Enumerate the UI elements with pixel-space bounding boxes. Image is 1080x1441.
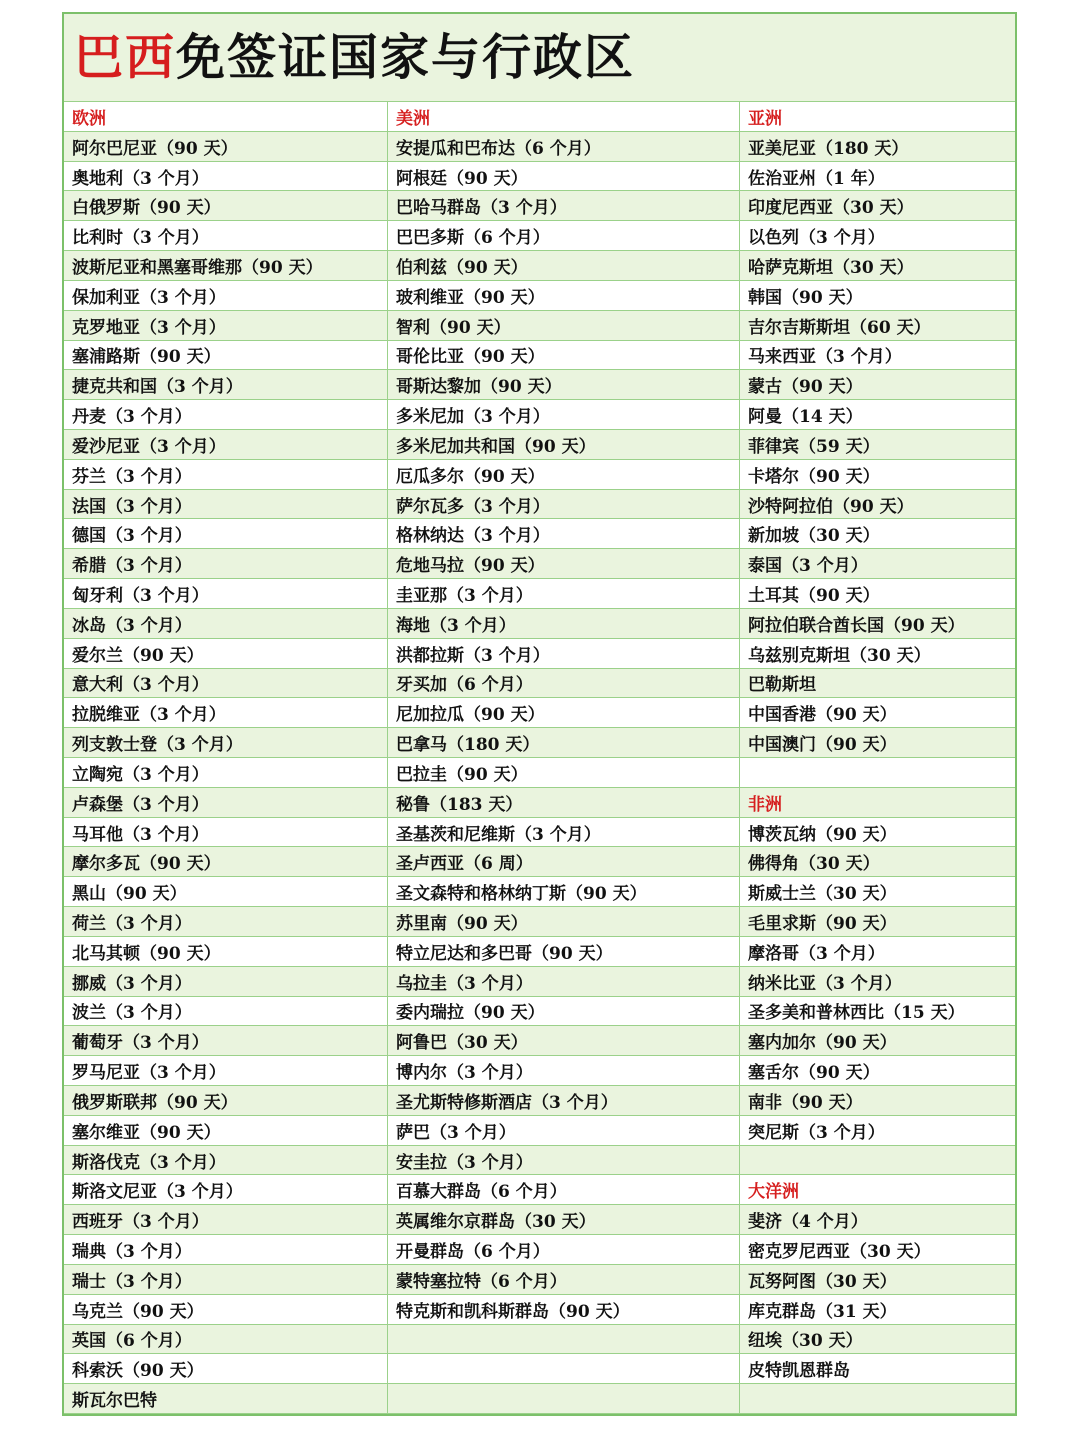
country-cell: 库克群岛（31 天）: [739, 1295, 1015, 1324]
country-cell: 圣卢西亚（6 周）: [387, 847, 739, 876]
page-title-rest: 免签证国家与行政区: [176, 29, 636, 86]
page-title-accent: 巴西: [74, 29, 177, 86]
country-cell: 阿尔巴尼亚（90 天）: [72, 138, 238, 159]
country-cell: 蒙古（90 天）: [739, 370, 1015, 399]
country-cell: 列支敦士登（3 个月）: [72, 735, 243, 756]
country-cell: 牙买加（6 个月）: [387, 669, 739, 698]
country-cell: 乌克兰（90 天）: [72, 1301, 204, 1322]
country-cell: 俄罗斯联邦（90 天）: [72, 1092, 238, 1113]
table-row: [64, 221, 1015, 251]
table-row: [64, 162, 1015, 192]
country-cell: 葡萄牙（3 个月）: [72, 1033, 209, 1054]
country-cell: 毛里求斯（90 天）: [739, 907, 1015, 936]
table-row: [64, 341, 1015, 371]
country-cell: 爱沙尼亚（3 个月）: [72, 436, 226, 457]
country-cell: 荷兰（3 个月）: [72, 913, 192, 934]
country-cell: 芬兰（3 个月）: [72, 466, 192, 487]
table-row: [64, 967, 1015, 997]
country-cell: 危地马拉（90 天）: [387, 549, 739, 578]
country-cell: 秘鲁（183 天）: [387, 788, 739, 817]
table-row: [64, 102, 1015, 132]
country-cell: [387, 1384, 739, 1413]
table-row: [64, 818, 1015, 848]
region-header: 美洲: [387, 102, 739, 131]
country-cell: 巴勒斯坦: [739, 669, 1015, 698]
table-row: [64, 281, 1015, 311]
table-row: [64, 1235, 1015, 1265]
region-header: 亚洲: [739, 102, 1015, 131]
country-cell: 哥伦比亚（90 天）: [387, 341, 739, 370]
country-cell: 圭亚那（3 个月）: [387, 579, 739, 608]
country-cell: 英国（6 个月）: [72, 1331, 192, 1352]
table-row: [64, 1384, 1015, 1414]
country-cell: 格林纳达（3 个月）: [387, 519, 739, 548]
table-row: [64, 311, 1015, 341]
table-row: [64, 1056, 1015, 1086]
country-cell: 挪威（3 个月）: [72, 973, 192, 994]
country-cell: 圣尤斯特修斯酒店（3 个月）: [387, 1086, 739, 1115]
country-cell: 巴巴多斯（6 个月）: [387, 221, 739, 250]
country-cell: [387, 1325, 739, 1354]
table-row: [64, 1325, 1015, 1355]
country-cell: 瑞士（3 个月）: [72, 1271, 192, 1292]
country-cell: 罗马尼亚（3 个月）: [72, 1063, 226, 1084]
table-row: [64, 669, 1015, 699]
table-row: [64, 758, 1015, 788]
table-row: [64, 698, 1015, 728]
country-cell: 塞浦路斯（90 天）: [72, 347, 221, 368]
country-cell: 沙特阿拉伯（90 天）: [739, 490, 1015, 519]
country-cell: 圣文森特和格林纳丁斯（90 天）: [387, 877, 739, 906]
country-cell: 北马其顿（90 天）: [72, 943, 221, 964]
country-cell: 纳米比亚（3 个月）: [739, 967, 1015, 996]
country-cell: 黑山（90 天）: [72, 884, 187, 905]
country-cell: 塞尔维亚（90 天）: [72, 1122, 221, 1143]
table-row: [64, 1175, 1015, 1205]
country-cell: 捷克共和国（3 个月）: [72, 377, 243, 398]
country-cell: 蒙特塞拉特（6 个月）: [387, 1265, 739, 1294]
country-cell: 马来西亚（3 个月）: [739, 341, 1015, 370]
table-row: [64, 788, 1015, 818]
country-cell: 西班牙（3 个月）: [72, 1212, 209, 1233]
region-header: 欧洲: [72, 108, 106, 129]
country-cell: 哥斯达黎加（90 天）: [387, 370, 739, 399]
country-cell: 阿曼（14 天）: [739, 400, 1015, 429]
country-cell: 安提瓜和巴布达（6 个月）: [387, 132, 739, 161]
table-row: [64, 460, 1015, 490]
country-cell: 乌兹别克斯坦（30 天）: [739, 639, 1015, 668]
country-cell: 瓦努阿图（30 天）: [739, 1265, 1015, 1294]
country-cell: 拉脱维亚（3 个月）: [72, 705, 226, 726]
table-row: [64, 490, 1015, 520]
country-cell: 奥地利（3 个月）: [72, 168, 209, 189]
country-cell: 斐济（4 个月）: [739, 1205, 1015, 1234]
country-cell: 海地（3 个月）: [387, 609, 739, 638]
country-cell: 开曼群岛（6 个月）: [387, 1235, 739, 1264]
country-cell: 摩尔多瓦（90 天）: [72, 854, 221, 875]
country-cell: 博内尔（3 个月）: [387, 1056, 739, 1085]
country-cell: 哈萨克斯坦（30 天）: [739, 251, 1015, 280]
country-cell: 爱尔兰（90 天）: [72, 645, 204, 666]
country-cell: 阿鲁巴（30 天）: [387, 1026, 739, 1055]
country-cell: 土耳其（90 天）: [739, 579, 1015, 608]
table-row: [64, 1116, 1015, 1146]
country-cell: 智利（90 天）: [387, 311, 739, 340]
country-cell: 以色列（3 个月）: [739, 221, 1015, 250]
country-cell: 纽埃（30 天）: [739, 1325, 1015, 1354]
table-row: [64, 579, 1015, 609]
country-cell: 巴拉圭（90 天）: [387, 758, 739, 787]
country-cell: 百慕大群岛（6 个月）: [387, 1175, 739, 1204]
country-cell: 斯威士兰（30 天）: [739, 877, 1015, 906]
title-bar: [64, 14, 1015, 102]
table-row: [64, 877, 1015, 907]
country-cell: 尼加拉瓜（90 天）: [387, 698, 739, 727]
visa-free-table-sheet: [62, 12, 1017, 1416]
country-cell: 特克斯和凯科斯群岛（90 天）: [387, 1295, 739, 1324]
country-cell: 科索沃（90 天）: [72, 1361, 204, 1382]
country-cell: 巴拿马（180 天）: [387, 728, 739, 757]
country-cell: [739, 758, 1015, 787]
table-row: [64, 132, 1015, 162]
country-cell: 圣多美和普林西比（15 天）: [739, 997, 1015, 1026]
country-cell: 萨巴（3 个月）: [387, 1116, 739, 1145]
country-cell: 南非（90 天）: [739, 1086, 1015, 1115]
country-cell: 圣基茨和尼维斯（3 个月）: [387, 818, 739, 847]
table-row: [64, 639, 1015, 669]
country-cell: 伯利兹（90 天）: [387, 251, 739, 280]
table-row: [64, 549, 1015, 579]
country-cell: 斯洛文尼亚（3 个月）: [72, 1182, 243, 1203]
country-cell: 佐治亚州（1 年）: [739, 162, 1015, 191]
table-row: [64, 519, 1015, 549]
country-cell: 乌拉圭（3 个月）: [387, 967, 739, 996]
country-cell: [739, 1146, 1015, 1175]
country-cell: 中国澳门（90 天）: [739, 728, 1015, 757]
country-cell: 法国（3 个月）: [72, 496, 192, 517]
table-row: [64, 400, 1015, 430]
country-cell: 保加利亚（3 个月）: [72, 287, 226, 308]
table-row: [64, 937, 1015, 967]
country-cell: 波兰（3 个月）: [72, 1003, 192, 1024]
country-cell: 多米尼加共和国（90 天）: [387, 430, 739, 459]
country-cell: 塞舌尔（90 天）: [739, 1056, 1015, 1085]
table-row: [64, 907, 1015, 937]
page-title: [74, 30, 635, 86]
region-header: 非洲: [739, 788, 1015, 817]
country-cell: 萨尔瓦多（3 个月）: [387, 490, 739, 519]
table-row: [64, 370, 1015, 400]
table-row: [64, 430, 1015, 460]
table-row: [64, 1265, 1015, 1295]
country-cell: 塞内加尔（90 天）: [739, 1026, 1015, 1055]
country-cell: 立陶宛（3 个月）: [72, 764, 209, 785]
country-cell: 摩洛哥（3 个月）: [739, 937, 1015, 966]
country-cell: 中国香港（90 天）: [739, 698, 1015, 727]
country-cell: 泰国（3 个月）: [739, 549, 1015, 578]
country-cell: 多米尼加（3 个月）: [387, 400, 739, 429]
table-row: [64, 1026, 1015, 1056]
country-cell: 安圭拉（3 个月）: [387, 1146, 739, 1175]
table-row: [64, 728, 1015, 758]
country-cell: 委内瑞拉（90 天）: [387, 997, 739, 1026]
table-row: [64, 251, 1015, 281]
table-row: [64, 609, 1015, 639]
country-cell: 苏里南（90 天）: [387, 907, 739, 936]
country-cell: 丹麦（3 个月）: [72, 407, 192, 428]
country-cell: 新加坡（30 天）: [739, 519, 1015, 548]
country-cell: 意大利（3 个月）: [72, 675, 209, 696]
country-cell: 博茨瓦纳（90 天）: [739, 818, 1015, 847]
country-cell: 突尼斯（3 个月）: [739, 1116, 1015, 1145]
country-cell: 菲律宾（59 天）: [739, 430, 1015, 459]
country-cell: 密克罗尼西亚（30 天）: [739, 1235, 1015, 1264]
table-row: [64, 1086, 1015, 1116]
table-row: [64, 847, 1015, 877]
country-cell: [387, 1354, 739, 1383]
country-cell: 洪都拉斯（3 个月）: [387, 639, 739, 668]
country-cell: 厄瓜多尔（90 天）: [387, 460, 739, 489]
country-cell: 吉尔吉斯斯坦（60 天）: [739, 311, 1015, 340]
table-row: [64, 191, 1015, 221]
country-cell: 巴哈马群岛（3 个月）: [387, 191, 739, 220]
table-row: [64, 1295, 1015, 1325]
table-row: [64, 1205, 1015, 1235]
country-cell: 冰岛（3 个月）: [72, 615, 192, 636]
country-cell: 佛得角（30 天）: [739, 847, 1015, 876]
country-cell: 斯瓦尔巴特: [72, 1391, 157, 1412]
country-cell: 卡塔尔（90 天）: [739, 460, 1015, 489]
table-row: [64, 1354, 1015, 1384]
country-cell: 希腊（3 个月）: [72, 556, 192, 577]
country-cell: 阿拉伯联合酋长国（90 天）: [739, 609, 1015, 638]
country-cell: 亚美尼亚（180 天）: [739, 132, 1015, 161]
country-cell: 克罗地亚（3 个月）: [72, 317, 226, 338]
table-row: [64, 997, 1015, 1027]
country-cell: 皮特凯恩群岛: [739, 1354, 1015, 1383]
country-cell: 斯洛伐克（3 个月）: [72, 1152, 226, 1173]
country-cell: 英属维尔京群岛（30 天）: [387, 1205, 739, 1234]
country-cell: 特立尼达和多巴哥（90 天）: [387, 937, 739, 966]
country-cell: 阿根廷（90 天）: [387, 162, 739, 191]
country-cell: 白俄罗斯（90 天）: [72, 198, 221, 219]
country-cell: 比利时（3 个月）: [72, 228, 209, 249]
country-cell: 波斯尼亚和黑塞哥维那（90 天）: [72, 257, 323, 278]
country-cell: 德国（3 个月）: [72, 526, 192, 547]
country-cell: 马耳他（3 个月）: [72, 824, 209, 845]
country-cell: 卢森堡（3 个月）: [72, 794, 209, 815]
country-cell: 匈牙利（3 个月）: [72, 585, 209, 606]
country-cell: 瑞典（3 个月）: [72, 1241, 192, 1262]
country-cell: 玻利维亚（90 天）: [387, 281, 739, 310]
region-header: 大洋洲: [739, 1175, 1015, 1204]
table-row: [64, 1146, 1015, 1176]
country-cell: [739, 1384, 1015, 1413]
country-cell: 印度尼西亚（30 天）: [739, 191, 1015, 220]
country-cell: 韩国（90 天）: [739, 281, 1015, 310]
